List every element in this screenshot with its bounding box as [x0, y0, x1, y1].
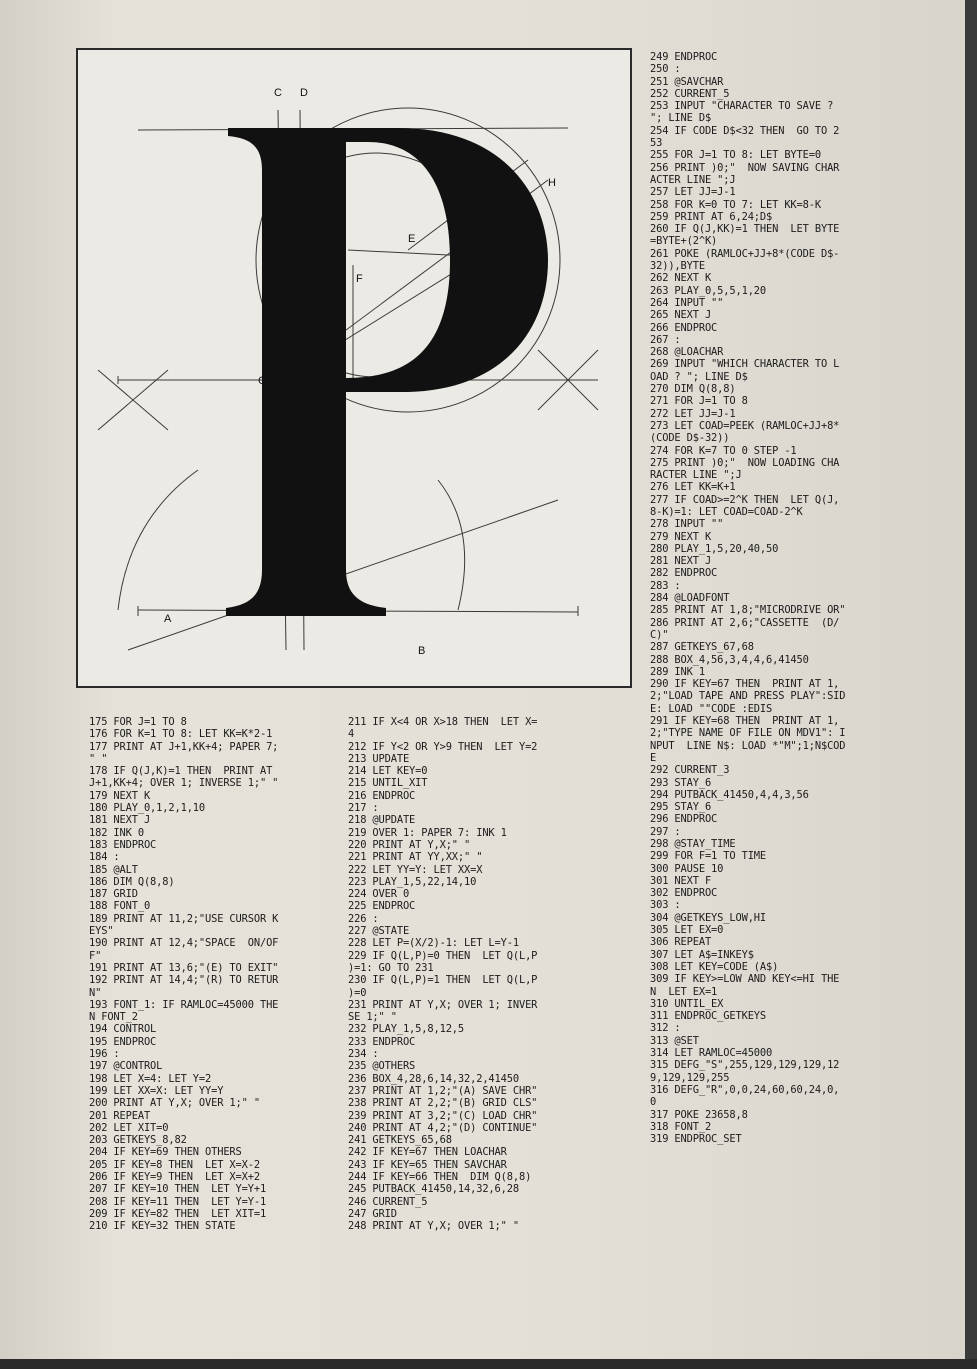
code-line: (CODE D$-32)): [650, 432, 730, 445]
code-line: 210 IF KEY=32 THEN STATE: [89, 1220, 236, 1233]
code-line: 235 @OTHERS: [348, 1060, 416, 1073]
code-line: 233 ENDPROC: [348, 1035, 416, 1048]
code-line: =BYTE+(2^K): [650, 235, 718, 248]
code-line: 274 FOR K=7 TO 0 STEP -1: [650, 444, 797, 457]
code-line: N LET EX=1: [650, 985, 718, 998]
code-line: )=0: [348, 986, 367, 999]
code-line: 319 ENDPROC_SET: [650, 1133, 742, 1146]
code-line: 282 ENDPROC: [650, 567, 718, 580]
code-line: 178 IF Q(J,K)=1 THEN PRINT AT: [89, 765, 273, 778]
code-line: 214 LET KEY=0: [348, 765, 428, 778]
code-line: 280 PLAY_1,5,20,40,50: [650, 542, 779, 555]
code-line: 296 ENDPROC: [650, 813, 718, 826]
code-line: 194 CONTROL: [89, 1023, 157, 1036]
code-line: 302 ENDPROC: [650, 887, 718, 900]
code-line: 273 LET COAD=PEEK (RAMLOC+JJ+8*: [650, 419, 840, 432]
code-line: 306 REPEAT: [650, 936, 712, 949]
code-line: 307 LET A$=INKEY$: [650, 948, 754, 961]
code-line: 175 FOR J=1 TO 8: [89, 716, 187, 728]
code-line: 269 INPUT "WHICH CHARACTER TO L: [650, 358, 840, 371]
label-b: B: [418, 645, 426, 657]
code-line: 231 PRINT AT Y,X; OVER 1; INVER: [348, 998, 538, 1011]
code-line: 206 IF KEY=9 THEN LET X=X+2: [89, 1170, 260, 1183]
code-line: 220 PRINT AT Y,X;" ": [348, 838, 471, 851]
code-line: 32)),BYTE: [650, 260, 705, 273]
code-line: 181 NEXT J: [89, 814, 151, 827]
code-line: 185 @ALT: [89, 863, 138, 876]
code-line: N FONT_2: [89, 1011, 138, 1024]
code-line: 212 IF Y<2 OR Y>9 THEN LET Y=2: [348, 740, 538, 753]
code-line: 292 CURRENT_3: [650, 764, 730, 777]
code-line: 252 CURRENT_5: [650, 87, 730, 100]
code-line: 305 LET EX=0: [650, 924, 724, 937]
code-line: 316 DEFG_"R",0,0,24,60,60,24,0,: [650, 1083, 840, 1096]
page-bottom-shadow: [0, 1359, 977, 1369]
arc-a: [118, 470, 198, 610]
code-line: 4: [348, 728, 355, 741]
code-line: 247 GRID: [348, 1207, 397, 1220]
code-line: 245 PUTBACK_41450,14,32,6,28: [348, 1183, 519, 1196]
code-line: 232 PLAY_1,5,8,12,5: [348, 1023, 465, 1036]
code-line: 250 :: [650, 63, 681, 76]
code-line: 251 @SAVCHAR: [650, 75, 724, 88]
code-line: 294 PUTBACK_41450,4,4,3,56: [650, 788, 809, 801]
code-line: 254 IF CODE D$<32 THEN GO TO 2: [650, 124, 840, 137]
code-line: F": [89, 949, 102, 962]
code-line: 304 @GETKEYS_LOW,HI: [650, 911, 767, 924]
code-line: 180 PLAY_0,1,2,1,10: [89, 802, 206, 815]
code-line: 276 LET KK=K+1: [650, 481, 736, 494]
code-line: 243 IF KEY=65 THEN SAVCHAR: [348, 1158, 507, 1171]
code-line: 211 IF X<4 OR X>18 THEN LET X=: [348, 716, 538, 728]
code-line: " ": [89, 752, 108, 765]
code-line: 315 DEFG_"S",255,129,129,129,12: [650, 1059, 840, 1072]
code-line: 311 ENDPROC_GETKEYS: [650, 1010, 767, 1023]
code-line: 312 :: [650, 1022, 681, 1035]
code-line: 291 IF KEY=68 THEN PRINT AT 1,: [650, 715, 840, 728]
code-line: 2;"TYPE NAME OF FILE ON MDV1": I: [650, 727, 846, 740]
code-line: 218 @UPDATE: [348, 814, 416, 827]
code-line: 234 :: [348, 1048, 379, 1061]
code-line: 246 CURRENT_5: [348, 1195, 428, 1208]
page-edge-shadow: [965, 0, 977, 1369]
code-line: 227 @STATE: [348, 925, 410, 938]
label-c: C: [274, 87, 282, 99]
code-line: 9,129,129,255: [650, 1071, 730, 1084]
code-line: 182 INK 0: [89, 826, 144, 839]
code-line: 198 LET X=4: LET Y=2: [89, 1072, 212, 1085]
code-line: 201 REPEAT: [89, 1109, 151, 1122]
code-line: 215 UNTIL_XIT: [348, 777, 428, 790]
code-line: 228 LET P=(X/2)-1: LET L=Y-1: [348, 937, 519, 950]
code-line: 270 DIM Q(8,8): [650, 383, 736, 396]
code-line: 187 GRID: [89, 888, 138, 901]
code-line: 200 PRINT AT Y,X; OVER 1;" ": [89, 1097, 260, 1110]
code-line: 224 OVER 0: [348, 888, 410, 901]
code-column-2: [348, 716, 537, 1232]
code-line: 226 :: [348, 912, 379, 925]
code-line: 301 NEXT F: [650, 874, 712, 887]
code-line: 191 PRINT AT 13,6;"(E) TO EXIT": [89, 961, 279, 974]
code-line: 272 LET JJ=J-1: [650, 407, 736, 420]
code-line: J+1,KK+4; OVER 1; INVERSE 1;" ": [89, 777, 279, 790]
code-line: 186 DIM Q(8,8): [89, 875, 175, 888]
code-line: 283 :: [650, 579, 681, 592]
code-line: 219 OVER 1: PAPER 7: INK 1: [348, 826, 507, 839]
code-line: 239 PRINT AT 3,2;"(C) LOAD CHR": [348, 1109, 538, 1122]
code-line: SE 1;" ": [348, 1011, 397, 1024]
code-line: E: LOAD ""CODE :EDIS: [650, 702, 773, 715]
label-g: G: [258, 375, 267, 387]
code-line: 256 PRINT )0;" NOW SAVING CHAR: [650, 161, 840, 174]
construction-drawing: [78, 50, 630, 686]
label-h: H: [548, 177, 556, 189]
code-line: 285 PRINT AT 1,8;"MICRODRIVE OR": [650, 604, 846, 617]
code-line: 264 INPUT "": [650, 296, 724, 309]
code-line: 293 STAY_6: [650, 776, 712, 789]
code-line: 192 PRINT AT 14,4;"(R) TO RETUR: [89, 974, 279, 987]
code-line: N": [89, 986, 102, 999]
code-line: 253 INPUT "CHARACTER TO SAVE ?: [650, 100, 834, 113]
code-line: 221 PRINT AT YY,XX;" ": [348, 851, 483, 864]
code-line: "; LINE D$: [650, 112, 712, 125]
code-line: 177 PRINT AT J+1,KK+4; PAPER 7;: [89, 740, 279, 753]
code-line: 183 ENDPROC: [89, 838, 157, 851]
code-line: 284 @LOADFONT: [650, 592, 730, 605]
code-line: 259 PRINT AT 6,24;D$: [650, 210, 773, 223]
code-column-1: [89, 716, 278, 1232]
code-line: 318 FONT_2: [650, 1120, 712, 1133]
code-line: 261 POKE (RAMLOC+JJ+8*(CODE D$-: [650, 247, 840, 260]
code-line: 278 INPUT "": [650, 518, 724, 531]
code-line: 287 GETKEYS_67,68: [650, 641, 754, 654]
code-line: C)": [650, 628, 669, 641]
code-line: 208 IF KEY=11 THEN LET Y=Y-1: [89, 1195, 267, 1208]
code-line: 179 NEXT K: [89, 789, 151, 802]
code-line: 216 ENDPROC: [348, 789, 416, 802]
code-line: 197 @CONTROL: [89, 1060, 163, 1073]
code-line: 275 PRINT )0;" NOW LOADING CHA: [650, 456, 840, 469]
code-line: 53: [650, 137, 663, 150]
code-line: 205 IF KEY=8 THEN LET X=X-2: [89, 1158, 260, 1171]
code-line: E: [650, 751, 657, 764]
code-line: 193 FONT_1: IF RAMLOC=45000 THE: [89, 998, 279, 1011]
code-line: 176 FOR K=1 TO 8: LET KK=K*2-1: [89, 728, 273, 741]
code-line: 229 IF Q(L,P)=0 THEN LET Q(L,P: [348, 949, 538, 962]
code-line: 240 PRINT AT 4,2;"(D) CONTINUE": [348, 1121, 538, 1134]
code-line: 188 FONT_0: [89, 900, 151, 913]
code-line: 277 IF COAD>=2^K THEN LET Q(J,: [650, 493, 840, 506]
code-line: NPUT LINE N$: LOAD *"M";1;N$COD: [650, 739, 846, 752]
code-line: 295 STAY_6: [650, 801, 712, 814]
letter-p-construction-diagram: [76, 48, 632, 688]
label-d: D: [300, 87, 308, 99]
code-line: 213 UPDATE: [348, 752, 410, 765]
code-line: 230 IF Q(L,P)=1 THEN LET Q(L,P: [348, 974, 538, 987]
code-line: 203 GETKEYS_8,82: [89, 1134, 187, 1147]
arc-b: [438, 480, 465, 610]
code-line: ACTER LINE ";J: [650, 173, 736, 186]
code-line: 317 POKE 23658,8: [650, 1108, 748, 1121]
code-column-3: [650, 51, 845, 1145]
code-line: 237 PRINT AT 1,2;"(A) SAVE CHR": [348, 1084, 538, 1097]
code-line: 263 PLAY_0,5,5,1,20: [650, 284, 767, 297]
code-line: 184 :: [89, 851, 120, 864]
code-line: 288 BOX_4,56,3,4,4,6,41450: [650, 653, 809, 666]
label-a: A: [164, 613, 172, 625]
code-line: 299 FOR F=1 TO TIME: [650, 850, 767, 863]
code-line: 236 BOX_4,28,6,14,32,2,41450: [348, 1072, 519, 1085]
code-line: 266 ENDPROC: [650, 321, 718, 334]
code-line: 267 :: [650, 333, 681, 346]
code-line: 279 NEXT K: [650, 530, 712, 543]
code-line: 0: [650, 1096, 657, 1109]
code-line: 244 IF KEY=66 THEN DIM Q(8,8): [348, 1170, 532, 1183]
code-line: 300 PAUSE 10: [650, 862, 724, 875]
code-line: 313 @SET: [650, 1034, 699, 1047]
code-line: 290 IF KEY=67 THEN PRINT AT 1,: [650, 678, 840, 691]
code-line: 202 LET XIT=0: [89, 1121, 169, 1134]
code-line: 262 NEXT K: [650, 272, 712, 285]
code-line: 268 @LOACHAR: [650, 346, 724, 359]
code-line: 190 PRINT AT 12,4;"SPACE ON/OF: [89, 937, 279, 950]
code-line: 195 ENDPROC: [89, 1035, 157, 1048]
code-line: )=1: GO TO 231: [348, 961, 434, 974]
code-line: 309 IF KEY>=LOW AND KEY<=HI THE: [650, 973, 840, 986]
code-line: 310 UNTIL_EX: [650, 997, 724, 1010]
code-line: 242 IF KEY=67 THEN LOACHAR: [348, 1146, 507, 1159]
code-line: 204 IF KEY=69 THEN OTHERS: [89, 1146, 242, 1159]
code-line: 8-K)=1: LET COAD=COAD-2^K: [650, 505, 803, 518]
label-f: F: [356, 273, 363, 285]
code-line: OAD ? "; LINE D$: [650, 370, 748, 383]
code-line: 241 GETKEYS_65,68: [348, 1134, 452, 1147]
code-line: 189 PRINT AT 11,2;"USE CURSOR K: [89, 912, 279, 925]
code-line: 222 LET YY=Y: LET XX=X: [348, 863, 483, 876]
code-line: 303 :: [650, 899, 681, 912]
code-line: 2;"LOAD TAPE AND PRESS PLAY":SID: [650, 690, 846, 703]
code-line: 308 LET KEY=CODE (A$): [650, 960, 779, 973]
code-line: 217 :: [348, 802, 379, 815]
code-line: RACTER LINE ";J: [650, 469, 742, 482]
code-line: 314 LET RAMLOC=45000: [650, 1047, 773, 1060]
label-e: E: [408, 233, 416, 245]
code-line: 289 INK 1: [650, 665, 705, 678]
code-line: 199 LET XX=X: LET YY=Y: [89, 1084, 224, 1097]
code-line: 209 IF KEY=82 THEN LET XIT=1: [89, 1207, 267, 1220]
code-line: 225 ENDPROC: [348, 900, 416, 913]
code-line: 248 PRINT AT Y,X; OVER 1;" ": [348, 1220, 519, 1233]
code-line: 271 FOR J=1 TO 8: [650, 395, 748, 408]
code-line: 258 FOR K=0 TO 7: LET KK=8-K: [650, 198, 821, 211]
code-line: 260 IF Q(J,KK)=1 THEN LET BYTE: [650, 223, 840, 236]
code-line: 255 FOR J=1 TO 8: LET BYTE=0: [650, 149, 821, 162]
code-line: 265 NEXT J: [650, 309, 712, 322]
code-line: 297 :: [650, 825, 681, 838]
code-line: 249 ENDPROC: [650, 51, 718, 63]
code-line: 281 NEXT J: [650, 555, 712, 568]
code-line: 238 PRINT AT 2,2;"(B) GRID CLS": [348, 1097, 538, 1110]
code-line: 223 PLAY_1,5,22,14,10: [348, 875, 477, 888]
code-line: 257 LET JJ=J-1: [650, 186, 736, 199]
letter-p-glyph: [226, 128, 548, 616]
code-line: 298 @STAY_TIME: [650, 838, 736, 850]
code-line: 207 IF KEY=10 THEN LET Y=Y+1: [89, 1183, 267, 1196]
code-line: 286 PRINT AT 2,6;"CASSETTE (D/: [650, 616, 840, 629]
code-line: EYS": [89, 925, 114, 938]
code-line: 196 :: [89, 1048, 120, 1061]
